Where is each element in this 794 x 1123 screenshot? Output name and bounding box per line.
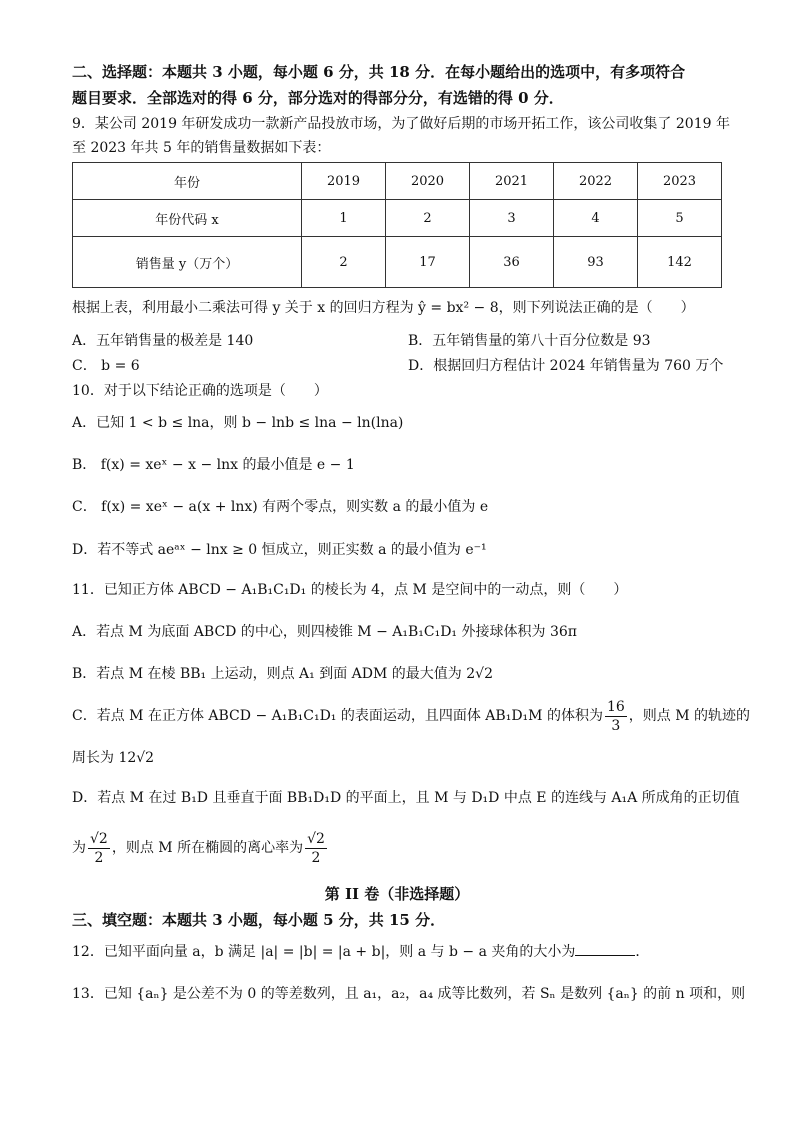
table-cell: 4 [554,200,638,237]
fraction-numerator: √2 [90,830,108,847]
section2-header-line1: 二、选择题：本题共 3 小题，每小题 6 分，共 18 分．在每小题给出的选项中，有多项符合 [72,63,686,81]
q10-option-c: C． f(x) = xeˣ − a(x + lnx) 有两个零点，则实数 a 的最小值为 e [72,499,489,515]
fraction-denominator: 2 [311,849,321,866]
q11-option-c-text2: ，则点 M 的轨迹的 [628,708,751,724]
fraction-denominator: 2 [94,849,104,866]
q12-text-pre: 12．已知平面向量 a，b 满足 |a| = |b| = |a + b|，则 a 与 b − a 夹角的大小为 [72,944,576,960]
q11-option-c-text1: C．若点 M 在正方体 ABCD − A₁B₁C₁D₁ 的表面运动，且四面体 AB₁D₁M 的体积为 [72,708,603,724]
q9-option-a: A．五年销售量的极差是 140 [72,333,254,349]
fraction-16-3 [605,698,627,735]
q10-option-d: D．若不等式 aeᵃˣ − lnx ≥ 0 恒成立，则正实数 a 的最小值为 e⁻¹ [72,542,487,558]
table-row [73,200,722,237]
q11-option-c-line1 [72,696,751,736]
q11-option-b: B．若点 M 在棱 BB₁ 上运动，则点 A₁ 到面 ADM 的最大值为 2√2 [72,666,493,682]
table-cell: 142 [638,237,722,288]
table-row [73,237,722,288]
q11-option-d-line1: D．若点 M 在过 B₁D 且垂直于面 BB₁D₁D 的平面上，且 M 与 D₁D 中点 E 的连线与 A₁A 所成角的正切值 [72,790,740,806]
table-row [73,163,722,200]
table-cell: 93 [554,237,638,288]
table-cell: 17 [386,237,470,288]
q9-option-b: B．五年销售量的第八十百分位数是 93 [408,333,651,349]
fraction-denominator: 3 [611,717,621,734]
table-cell: 2020 [386,163,470,200]
part2-title: 第 II 卷（非选择题） [324,885,470,903]
table-cell: 2 [386,200,470,237]
table-cell: 5 [638,200,722,237]
fraction-root2-over-2 [305,830,327,867]
table-cell: 2 [302,237,386,288]
q9-option-c: C． b = 6 [72,358,140,374]
q12-text [72,941,722,962]
q9-after-table: 根据上表，利用最小二乘法可得 y 关于 x 的回归方程为 ŷ = bx² − 8，则下列说法正确的是（ ） [72,300,695,316]
q11-option-d-pre: 为 [72,840,86,856]
q11-option-d-mid: ，则点 M 所在椭圆的离心率为 [111,840,304,856]
q13-text: 13．已知 {aₙ} 是公差不为 0 的等差数列，且 a₁，a₂，a₄ 成等比数列，若 Sₙ 是数列 {aₙ} 的前 n 项和，则 [72,986,746,1002]
q12-text-post: ． [635,944,650,960]
table-cell: 36 [470,237,554,288]
table-cell: 1 [302,200,386,237]
q11-option-d-line2 [72,828,722,868]
table-cell: 3 [470,200,554,237]
section3-header: 三、填空题：本题共 3 小题，每小题 5 分，共 15 分． [72,911,446,929]
answer-blank[interactable] [575,941,635,956]
table-cell: 2021 [470,163,554,200]
q9-stem-line2: 至 2023 年共 5 年的销售量数据如下表： [72,140,331,156]
q10-option-b: B． f(x) = xeˣ − x − lnx 的最小值是 e − 1 [72,457,355,473]
table-row-label: 年份代码 x [73,200,302,237]
q11-option-a: A．若点 M 为底面 ABCD 的中心，则四棱锥 M − A₁B₁C₁D₁ 外接球体积为 36π [72,624,577,640]
table-cell: 2023 [638,163,722,200]
q10-option-a: A．已知 1 < b ≤ lna，则 b − lnb ≤ lna − ln(lna) [72,415,404,431]
q11-stem: 11．已知正方体 ABCD − A₁B₁C₁D₁ 的棱长为 4，点 M 是空间中的一动点，则（ ） [72,582,628,598]
section2-header-line2: 题目要求．全部选对的得 6 分，部分选对的得部分分，有选错的得 0 分． [72,89,564,107]
table-cell: 2019 [302,163,386,200]
table-row-label: 销售量 y（万个） [73,237,302,288]
table-cell: 2022 [554,163,638,200]
q9-stem-line1: 9．某公司 2019 年研发成功一款新产品投放市场，为了做好后期的市场开拓工作，该公司收集了 2019 年 [72,116,730,132]
table-row-label: 年份 [73,163,302,200]
q9-option-d: D．根据回归方程估计 2024 年销售量为 760 万个 [408,358,724,374]
fraction-root2-over-2 [88,830,110,867]
sales-table [72,162,722,288]
q11-option-c-line2: 周长为 12√2 [72,750,155,766]
q10-stem: 10．对于以下结论正确的选项是（ ） [72,383,328,399]
fraction-numerator: 16 [606,698,625,715]
fraction-numerator: √2 [307,830,325,847]
